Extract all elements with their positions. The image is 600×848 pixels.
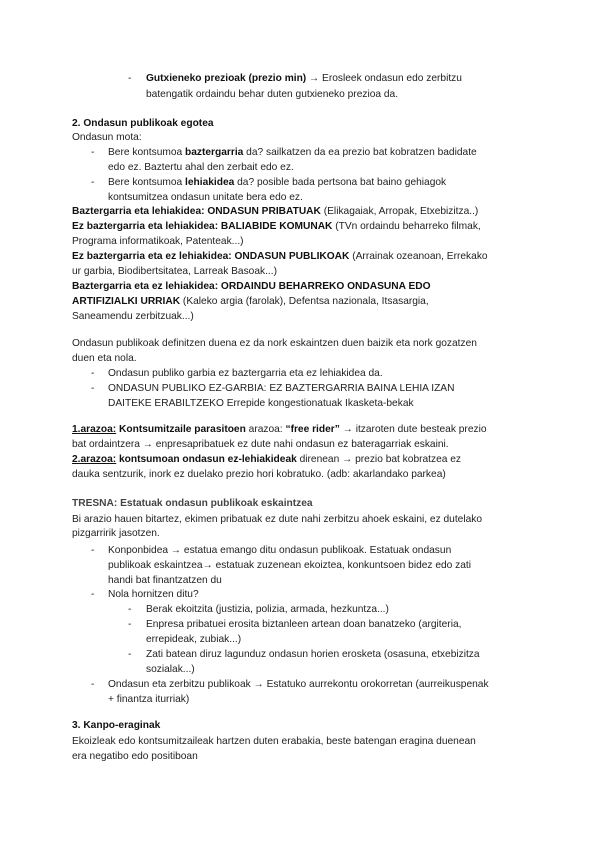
type-club-line2: ARTIFIZIALKI URRIAK (Kaleko argia (farolak), Defentsa nazionala, Itsasargia,: [72, 296, 429, 307]
section2-heading: 2. Ondasun publikoak egotea: [72, 118, 214, 129]
public-goods-def: Ondasun publikoak definitzen duena ez da nork eskaintzen duen baizik eta nork gozatzen: [72, 338, 477, 349]
bullet-dash: -: [128, 73, 132, 84]
type-common-cont: Programa informatikoak, Patenteak...): [72, 236, 244, 247]
section2-intro: Ondasun mota:: [72, 132, 142, 143]
bullet-dash: -: [91, 679, 95, 690]
how-provide-bullet: Nola hornitzen ditu?: [108, 589, 199, 600]
budget-bullet-cont: + finantza iturriak): [108, 694, 190, 705]
solution-bullet: Konponbidea → estatua emango ditu ondasun publikoak. Estatuak ondasun: [108, 545, 452, 556]
provide-own-bullet: Berak ekoitzita (justizia, polizia, armada, hezkuntza...): [146, 604, 389, 615]
problem-2: 2.arazoa: kontsumoan ondasun ez-lehiakideak direnean → prezio bat kobratzea ez: [72, 454, 462, 465]
tresna-para-cont: pizgarririk jasotzen.: [72, 528, 160, 539]
type-private: Baztergarria eta lehiakidea: ONDASUN PRIBATUAK (Elikagaiak, Arropak, Etxebizitza..): [72, 206, 479, 217]
solution-bullet-cont2: handi bat finantzatzen du: [108, 575, 222, 586]
provide-buy-bullet: Enpresa pribatuei erosita biztanleen artean doan banatzeko (argiteria,: [146, 619, 462, 630]
min-price-bullet: Gutxieneko prezioak (prezio min) → Erosleek ondasun edo zerbitzu: [146, 73, 462, 84]
excludable-bullet: Bere kontsumoa baztergarria da? sailkatzen da ea prezio bat kobratzen badidate: [108, 147, 477, 158]
section3-heading: 3. Kanpo-eraginak: [72, 720, 161, 731]
bullet-dash: -: [91, 177, 95, 188]
bullet-dash: -: [91, 383, 95, 394]
tresna-heading: TRESNA: Estatuak ondasun publikoak eskaintzea: [72, 498, 313, 509]
provide-subsidy-bullet: Zati batean diruz lagunduz ondasun horien erosketa (osasuna, etxebizitza: [146, 649, 480, 660]
type-public: Ez baztergarria eta ez lehiakidea: ONDASUN PUBLIKOAK (Arrainak ozeanoan, Errekako: [72, 251, 488, 262]
type-public-cont: ur garbia, Biodibertsitatea, Larreak Basoak...): [72, 266, 277, 277]
bullet-dash: -: [128, 604, 132, 615]
bullet-dash: -: [91, 368, 95, 379]
min-price-term: Gutxieneko prezioak (prezio min): [146, 73, 307, 84]
type-common: Ez baztergarria eta lehiakidea: BALIABIDE KOMUNAK (TVn ordaindu beharreko filmak,: [72, 221, 481, 232]
bullet-dash: -: [128, 649, 132, 660]
problem-2-cont: dauka sentzurik, inork ez duelako prezio hori kobratuko. (adb: akarlandako parkea): [72, 469, 446, 480]
bullet-dash: -: [91, 545, 95, 556]
bullet-dash: -: [128, 619, 132, 630]
pure-public-bullet: Ondasun publiko garbia ez baztergarria eta ez lehiakidea da.: [108, 368, 383, 379]
impure-public-bullet-cont: DAITEKE ERABILTZEKO Errepide kongestionatuak Ikasketa-bekak: [108, 398, 414, 409]
tresna-para: Bi arazio hauen bitartez, ekimen pribatuak ez dute nahi zerbitzu ahoek eskaini, ez dutelako: [72, 514, 483, 525]
rival-bullet: Bere kontsumoa lehiakidea da? posible bada pertsona bat baino gehiagok: [108, 177, 447, 188]
section3-para-cont: era negatibo edo positiboan: [72, 751, 198, 762]
problem-1: 1.arazoa: Kontsumitzaile parasitoen arazoa: “free rider” → itzaroten dute besteak prezio: [72, 424, 487, 435]
public-goods-def-cont: duen eta nola.: [72, 353, 137, 364]
excludable-bullet-cont: edo ez. Baztertu ahal den zerbait edo ez.: [108, 162, 294, 173]
problem-1-cont: bat ordaintzera → enpresapribatuek ez dute nahi ondasun ez bateragarriak eskaini.: [72, 439, 449, 450]
bullet-dash: -: [91, 147, 95, 158]
provide-subsidy-bullet-cont: sozialak...): [146, 664, 195, 675]
section3-para: Ekoizleak edo kontsumitzaileak hartzen duten erabakia, beste batengan eragina duenean: [72, 736, 476, 747]
impure-public-bullet: ONDASUN PUBLIKO EZ-GARBIA: EZ BAZTERGARRIA BAINA LEHIA IZAN: [108, 383, 455, 394]
type-club: Baztergarria eta ez lehiakidea: ORDAINDU BEHARREKO ONDASUNA EDO: [72, 281, 431, 292]
rival-bullet-cont: kontsumitzea ondasun unitate bera edo ez.: [108, 192, 303, 203]
min-price-bullet-cont: batengatik ordaindu behar duten gutxieneko prezioa da.: [146, 89, 399, 100]
provide-buy-bullet-cont: errepideak, zubiak...): [146, 634, 242, 645]
solution-bullet-cont1: publikoak eskaintzea→ estatuak zuzenean ekoiztea, konkuntsoen bidez edo zati: [108, 560, 472, 571]
budget-bullet: Ondasun eta zerbitzu publikoak → Estatuko aurrekontu orokorretan (aurreikuspenak: [108, 679, 489, 690]
type-club-cont: Saneamendu zerbitzuak...): [72, 311, 194, 322]
bullet-dash: -: [91, 589, 95, 600]
